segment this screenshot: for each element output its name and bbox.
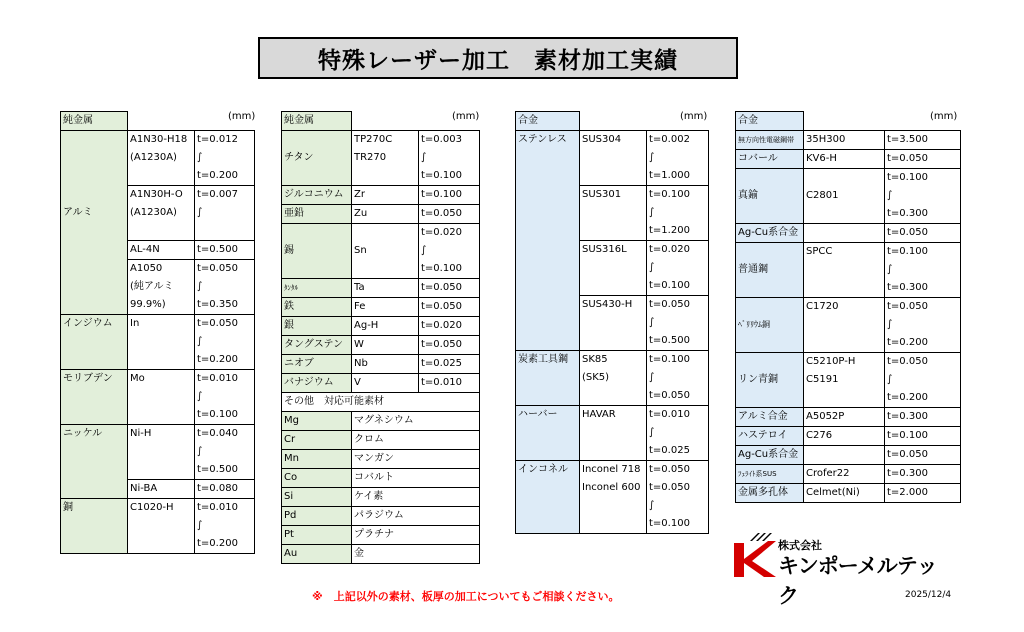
material-code: SUS316L [580, 241, 647, 260]
thickness: t=0.050 [885, 353, 961, 372]
material-code: Inconel 600 [580, 479, 647, 497]
material-code: V [352, 374, 419, 393]
thickness: t=0.050 [195, 315, 255, 334]
material-name: インコネル [516, 461, 580, 480]
material-name: ハステロイ [736, 427, 804, 446]
material-code: Inconel 718 [580, 461, 647, 480]
thickness: t=0.050 [647, 461, 709, 480]
thickness: t=0.200 [885, 334, 961, 353]
thickness: t=0.050 [195, 260, 255, 279]
range-mark: ∫ [419, 149, 480, 167]
thickness: t=0.020 [419, 224, 480, 243]
thickness: t=0.100 [647, 186, 709, 205]
thickness: t=0.100 [419, 167, 480, 186]
range-mark: ∫ [885, 261, 961, 279]
range-mark: ∫ [647, 204, 709, 222]
material-code: (A1230A) [128, 204, 195, 222]
thickness: t=0.050 [647, 387, 709, 406]
range-mark: ∫ [195, 388, 255, 406]
document-date: 2025/12/4 [905, 590, 952, 600]
range-mark: ∫ [647, 314, 709, 332]
thickness: t=3.500 [885, 131, 961, 150]
footer-note: ※ 上記以外の素材、板厚の加工についてもご相談ください。 [312, 590, 620, 603]
material-code: In [128, 315, 195, 334]
material-name: ﾍﾞﾘﾘｳﾑ銅 [736, 316, 804, 334]
thickness: t=0.100 [647, 515, 709, 534]
material-name: アルミ合金 [736, 408, 804, 427]
material-code: Sn [352, 242, 419, 260]
material-code: C2801 [804, 187, 885, 205]
thickness: t=0.002 [647, 131, 709, 150]
material-name: コバール [736, 150, 804, 169]
range-mark: ∫ [195, 517, 255, 535]
thickness: t=0.300 [885, 205, 961, 224]
thickness: t=0.100 [419, 186, 480, 205]
unit-label: (mm) [228, 111, 256, 122]
material-code: C1720 [804, 298, 885, 317]
thickness: t=0.100 [647, 277, 709, 296]
material-code: Ni-BA [128, 480, 195, 499]
element-name: ケイ素 [352, 488, 480, 507]
thickness: t=0.050 [885, 224, 961, 243]
material-name: Ag-Cu系合金 [736, 446, 804, 465]
thickness: t=0.040 [195, 425, 255, 444]
thickness: t=0.500 [195, 241, 255, 260]
material-code: Ni-H [128, 425, 195, 444]
element-name: パラジウム [352, 507, 480, 526]
element-name: コバルト [352, 469, 480, 488]
material-code: HAVAR [580, 406, 647, 425]
thickness: t=0.080 [195, 480, 255, 499]
material-name: インジウム [61, 315, 128, 334]
thickness: t=0.500 [195, 461, 255, 480]
thickness: t=0.010 [195, 499, 255, 518]
material-name: リン青銅 [736, 371, 804, 389]
material-name: ﾌｪﾗｲﾄ系SUS [736, 465, 804, 484]
range-mark: ∫ [195, 443, 255, 461]
material-code: (SK5) [580, 369, 647, 387]
material-name: 銀 [282, 317, 352, 336]
table-pure-metals-1 [60, 111, 255, 554]
material-code: A1N30-H18 [128, 131, 195, 150]
material-code: (A1230A) [128, 149, 195, 167]
table-pure-metals-2 [281, 111, 480, 564]
range-mark: ∫ [647, 369, 709, 387]
material-code: 99.9%) [128, 296, 195, 315]
thickness: t=0.200 [885, 389, 961, 408]
element-symbol: Pd [282, 507, 352, 526]
range-mark: ∫ [647, 497, 709, 515]
material-code: Zu [352, 205, 419, 224]
thickness: t=0.100 [195, 406, 255, 425]
table-alloys-1 [515, 111, 709, 534]
material-name: ニオブ [282, 355, 352, 374]
material-name: 鉄 [282, 298, 352, 317]
range-mark: ∫ [195, 204, 255, 222]
category-header: 純金属 [282, 112, 352, 131]
material-code: W [352, 336, 419, 355]
material-name: ステンレス [516, 131, 580, 150]
material-name: 炭素工具鋼 [516, 351, 580, 370]
material-code: TR270 [352, 149, 419, 167]
thickness: t=0.010 [647, 406, 709, 425]
thickness: t=0.020 [419, 317, 480, 336]
material-name: 金属多孔体 [736, 484, 804, 503]
material-code: (純アルミ [128, 278, 195, 296]
range-mark: ∫ [195, 149, 255, 167]
material-name: タングステン [282, 336, 352, 355]
unit-label: (mm) [930, 111, 958, 122]
material-name: 錫 [282, 242, 352, 260]
thickness: t=0.350 [195, 296, 255, 315]
material-name: Ag-Cu系合金 [736, 224, 804, 243]
element-name: マンガン [352, 450, 480, 469]
material-code: SUS301 [580, 186, 647, 205]
range-mark: ∫ [419, 242, 480, 260]
thickness: t=0.050 [885, 298, 961, 317]
material-name: ハーバー [516, 406, 580, 425]
material-name: チタン [282, 149, 352, 167]
element-name: マグネシウム [352, 412, 480, 431]
material-code: AL-4N [128, 241, 195, 260]
thickness: t=0.010 [419, 374, 480, 393]
material-code: SUS430-H [580, 296, 647, 315]
material-code: A1050 [128, 260, 195, 279]
material-code: Mo [128, 370, 195, 389]
thickness: t=0.050 [419, 336, 480, 355]
element-symbol: Mn [282, 450, 352, 469]
thickness: t=0.003 [419, 131, 480, 150]
category-header: 純金属 [61, 112, 128, 131]
material-name: 亜鉛 [282, 205, 352, 224]
thickness: t=0.100 [885, 169, 961, 188]
material-code: A5052P [804, 408, 885, 427]
material-code: SPCC [804, 243, 885, 262]
thickness: t=0.050 [419, 279, 480, 298]
unit-label: (mm) [680, 111, 708, 122]
table-alloys-2 [735, 111, 961, 503]
material-code: Ta [352, 279, 419, 298]
thickness: t=0.200 [195, 535, 255, 554]
thickness: t=0.100 [885, 243, 961, 262]
thickness: t=1.200 [647, 222, 709, 241]
material-code: SUS304 [580, 131, 647, 150]
material-name: アルミ [61, 204, 128, 222]
page-title: 特殊レーザー加工 素材加工実績 [258, 37, 738, 79]
element-name: 金 [352, 545, 480, 564]
category-header: 合金 [516, 112, 580, 131]
material-code: Zr [352, 186, 419, 205]
thickness: t=0.100 [647, 351, 709, 370]
thickness: t=0.500 [647, 332, 709, 351]
thickness: t=0.200 [195, 351, 255, 370]
range-mark: ∫ [195, 333, 255, 351]
element-symbol: Cr [282, 431, 352, 450]
element-symbol: Mg [282, 412, 352, 431]
material-code: Fe [352, 298, 419, 317]
thickness: t=0.050 [419, 205, 480, 224]
kinpo-logo-icon [732, 533, 776, 579]
range-mark: ∫ [885, 187, 961, 205]
company-name-line2: キンポーメルテック [778, 554, 937, 608]
material-code: Ag-H [352, 317, 419, 336]
thickness: t=0.025 [419, 355, 480, 374]
material-name: モリブデン [61, 370, 128, 389]
thickness: t=0.050 [647, 296, 709, 315]
element-name: プラチナ [352, 526, 480, 545]
material-code: A1N30H-O [128, 186, 195, 205]
thickness: t=0.050 [885, 150, 961, 169]
range-mark: ∫ [195, 278, 255, 296]
material-code: C1020-H [128, 499, 195, 518]
thickness: t=0.100 [419, 260, 480, 279]
material-code: Nb [352, 355, 419, 374]
thickness: t=0.012 [195, 131, 255, 150]
thickness: t=0.020 [647, 241, 709, 260]
material-code: C276 [804, 427, 885, 446]
range-mark: ∫ [647, 424, 709, 442]
unit-label: (mm) [452, 111, 480, 122]
material-code: KV6-H [804, 150, 885, 169]
material-code: C5191 [804, 371, 885, 389]
thickness: t=1.000 [647, 167, 709, 186]
material-code: TP270C [352, 131, 419, 150]
material-code: Crofer22 [804, 465, 885, 484]
element-symbol: Au [282, 545, 352, 564]
thickness: t=0.300 [885, 408, 961, 427]
material-code: Celmet(Ni) [804, 484, 885, 503]
thickness: t=0.100 [885, 427, 961, 446]
material-name: 真鍮 [736, 187, 804, 205]
thickness: t=0.200 [195, 167, 255, 186]
thickness: t=0.300 [885, 465, 961, 484]
material-name: 普通鋼 [736, 261, 804, 279]
material-code: 35H300 [804, 131, 885, 150]
range-mark: ∫ [885, 316, 961, 334]
thickness: t=0.025 [647, 442, 709, 461]
material-name: ﾀﾝﾀﾙ [282, 279, 352, 298]
element-symbol: Pt [282, 526, 352, 545]
material-code: SK85 [580, 351, 647, 370]
thickness: t=0.007 [195, 186, 255, 205]
company-name-line1: 株式会社 [778, 539, 822, 552]
material-name: バナジウム [282, 374, 352, 393]
thickness: t=0.050 [885, 446, 961, 465]
thickness: t=0.050 [647, 479, 709, 497]
range-mark: ∫ [647, 259, 709, 277]
thickness: t=0.300 [885, 279, 961, 298]
thickness: t=0.050 [419, 298, 480, 317]
thickness: t=2.000 [885, 484, 961, 503]
range-mark: ∫ [647, 149, 709, 167]
material-name: 銅 [61, 499, 128, 518]
element-symbol: Co [282, 469, 352, 488]
material-name: ニッケル [61, 425, 128, 444]
material-name: 無方向性電磁鋼帯 [736, 131, 804, 150]
range-mark: ∫ [885, 371, 961, 389]
material-code: C5210P-H [804, 353, 885, 372]
category-header: 合金 [736, 112, 804, 131]
other-materials-header: その他 対応可能素材 [282, 393, 480, 412]
thickness: t=0.010 [195, 370, 255, 389]
element-name: クロム [352, 431, 480, 450]
element-symbol: Si [282, 488, 352, 507]
material-name: ジルコニウム [282, 186, 352, 205]
